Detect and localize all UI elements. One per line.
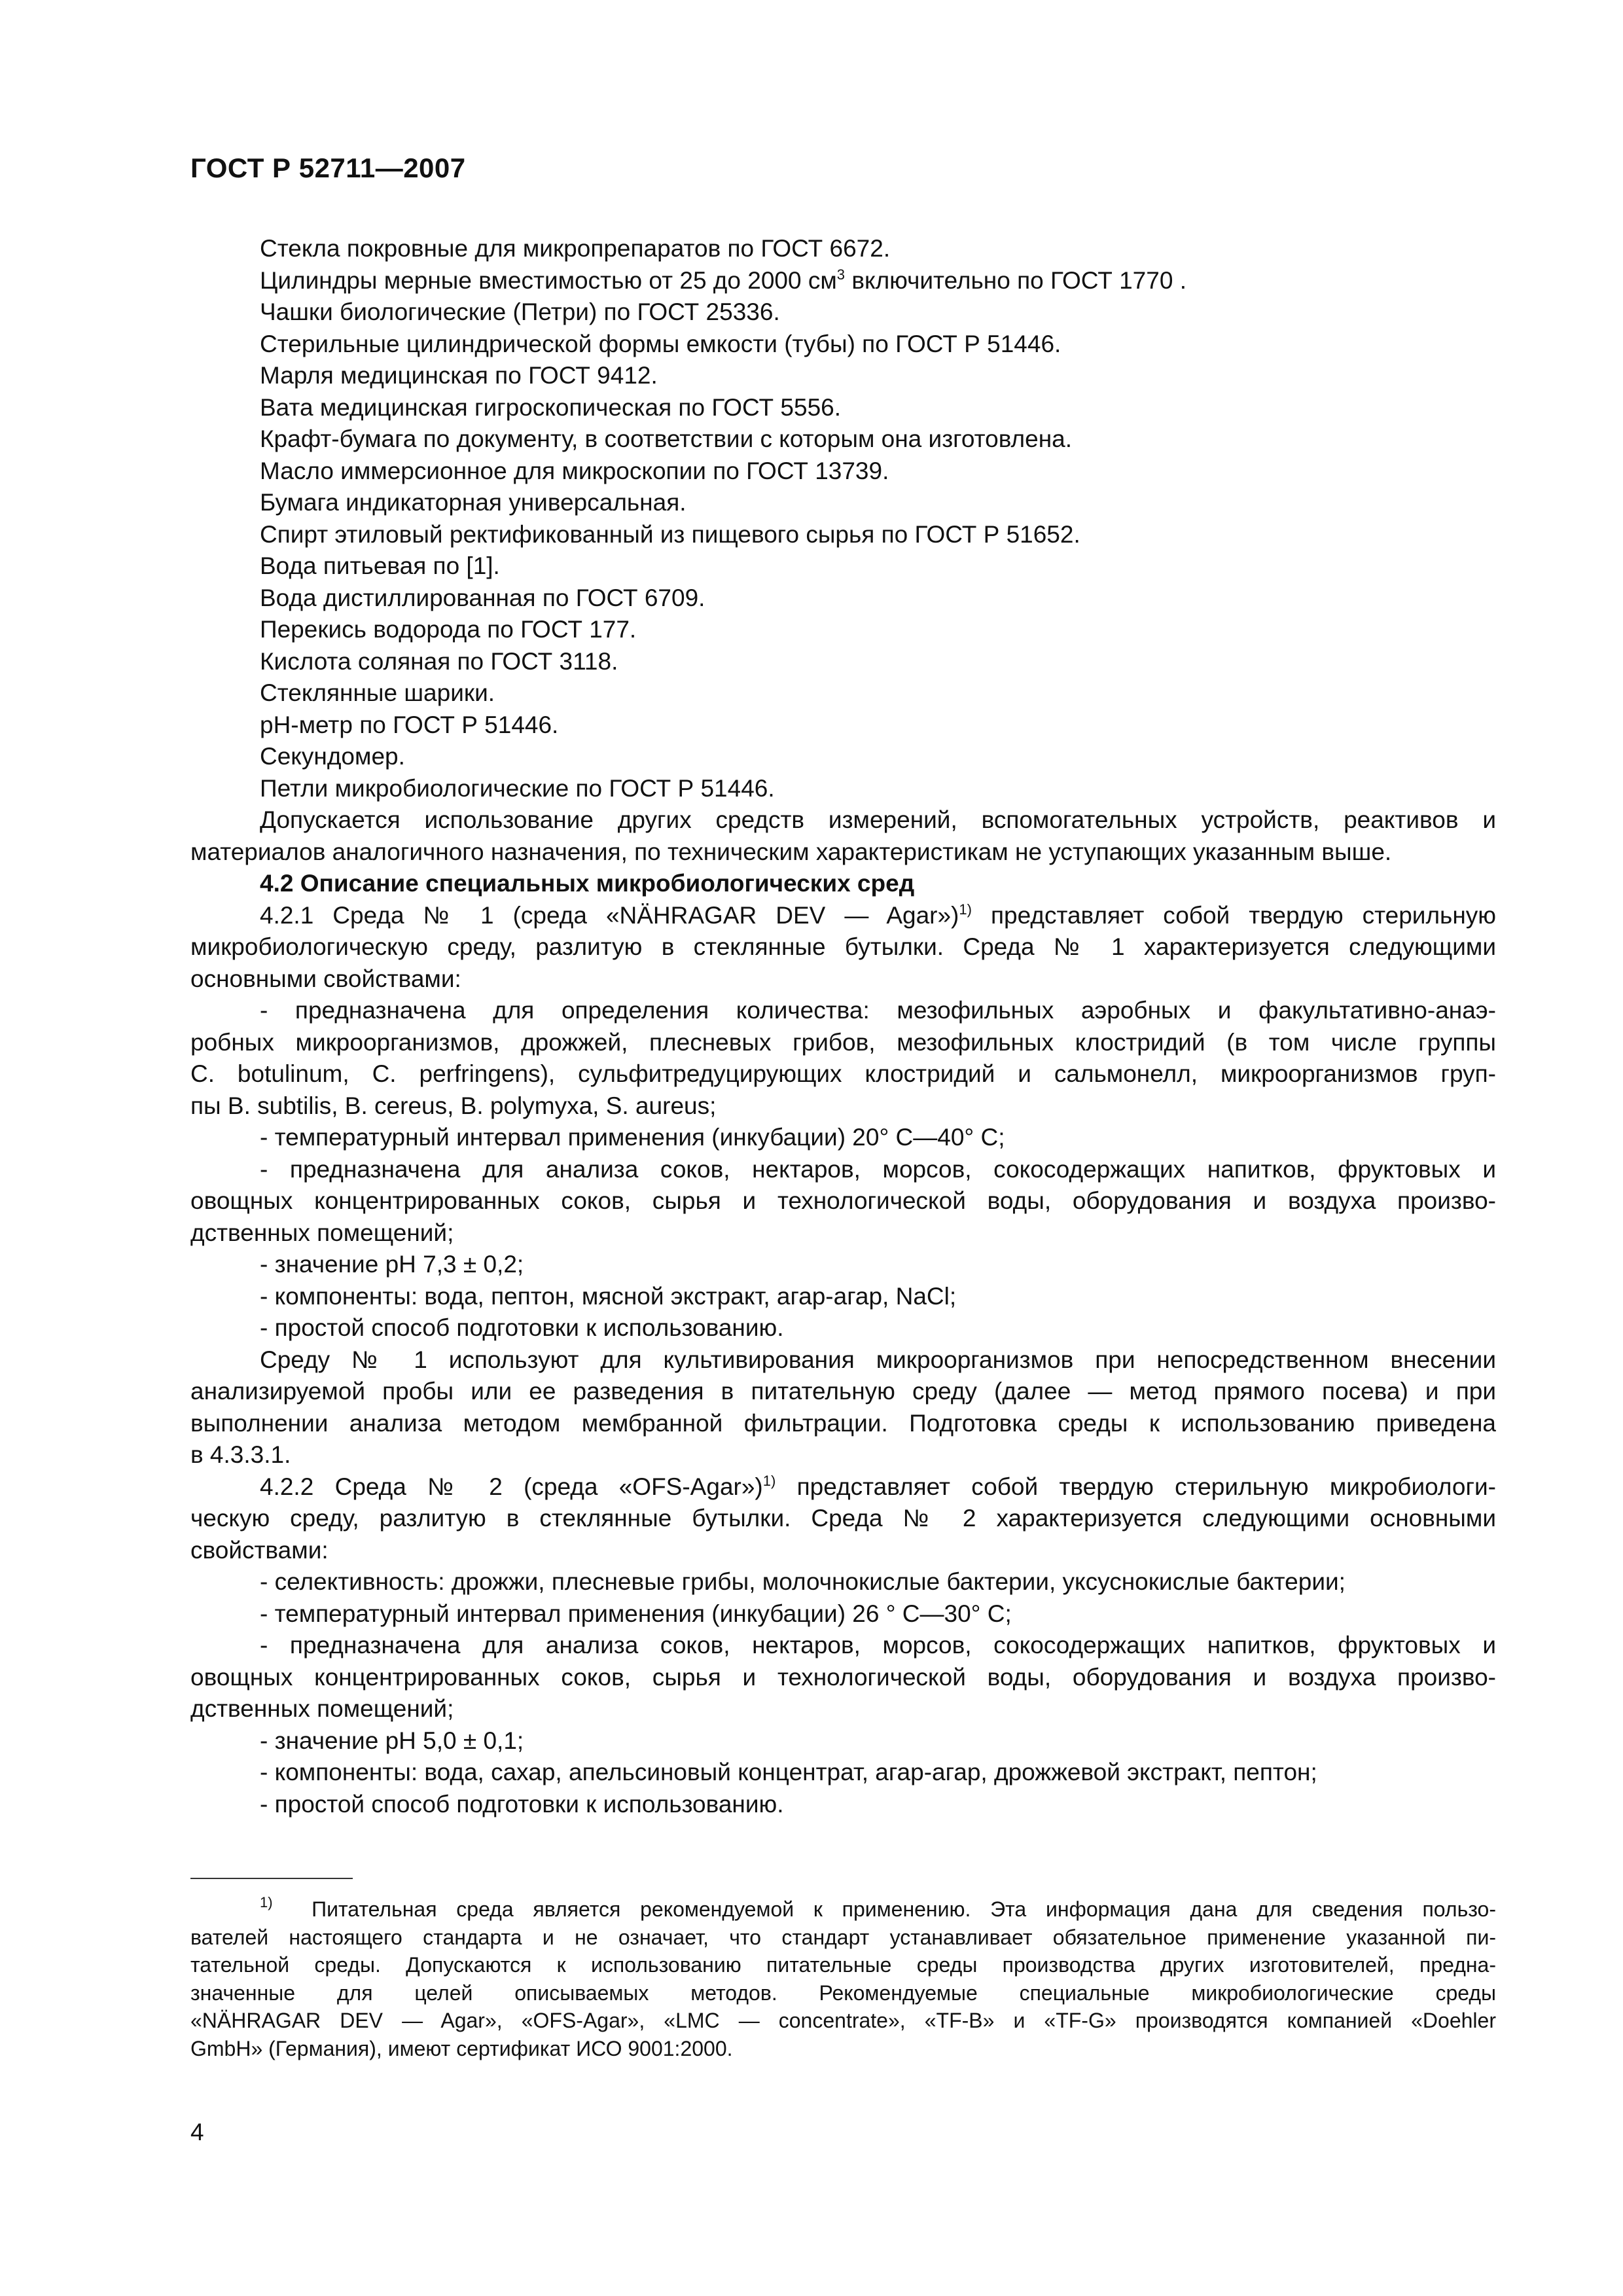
paragraph-line: основными свойствами:: [190, 965, 461, 992]
footnote-ref: 1): [959, 901, 972, 918]
equipment-item: Вода питьевая по [1].: [260, 552, 500, 579]
equipment-item: Секундомер.: [260, 743, 405, 770]
list-item-line: - предназначена для анализа соков, нектаров, морсов, сокосодержащих напитков, фруктовых и: [260, 1632, 1496, 1659]
paragraph-line: свойствами:: [190, 1536, 329, 1564]
document-header: ГОСТ Р 52711—2007: [190, 152, 466, 183]
paragraph-line: Допускается использование других средств измерений, вспомогательных устройств, реактивов и: [260, 806, 1496, 833]
list-item: - простой способ подготовки к использованию.: [260, 1314, 784, 1341]
text-run: представляет собой твердую стерильную: [971, 901, 1496, 929]
text-run: представляет собой твердую стерильную микробиологи-: [776, 1473, 1496, 1500]
footnote-line: тательной среды. Допускаются к использованию питательные среды производства других изготовителей, предна-: [190, 1953, 1496, 1977]
equipment-item: Марля медицинская по ГОСТ 9412.: [260, 362, 658, 389]
page-number: 4: [190, 2119, 204, 2145]
list-item-line: овощных концентрированных соков, сырья и технологической воды, оборудования и воздуха произво-: [190, 1187, 1496, 1214]
footnote-text: Питательная среда является рекомендуемой к применению. Эта информация дана для сведения пользо-: [312, 1897, 1497, 1921]
equipment-item: Петли микробиологические по ГОСТ Р 51446.: [260, 774, 775, 802]
list-item: - температурный интервал применения (инкубации) 20° С—40° С;: [260, 1124, 1005, 1151]
equipment-item: Спирт этиловый ректификованный из пищевого сырья по ГОСТ Р 51652.: [260, 520, 1080, 548]
footnote-line: GmbH» (Германия), имеют сертификат ИСО 9001:2000.: [190, 2036, 733, 2060]
equipment-item: Стекла покровные для микропрепаратов по ГОСТ 6672.: [260, 235, 891, 262]
footnote-line: [190, 1895, 1496, 1924]
superscript: 3: [836, 266, 846, 283]
paragraph-line: в 4.3.3.1.: [190, 1441, 291, 1468]
footnote-line: «NÄHRAGAR DEV — Agar», «OFS-Agar», «LMC — concentrate», «TF-B» и «TF-G» производятся компанией «Doehler: [190, 2009, 1496, 2032]
equipment-item: Вата медицинская гигроскопическая по ГОСТ 5556.: [260, 393, 842, 421]
list-item-line: робных микроорганизмов, дрожжей, плесневых грибов, мезофильных клостридий (в том числе группы: [190, 1028, 1496, 1056]
paragraph-line: [190, 1471, 1496, 1503]
list-item-line: дственных помещений;: [190, 1219, 454, 1246]
footnote-ref: 1): [762, 1472, 776, 1489]
equipment-item: Бумага индикаторная универсальная.: [260, 489, 687, 516]
equipment-item: рН-метр по ГОСТ Р 51446.: [260, 711, 559, 738]
equipment-item: Масло иммерсионное для микроскопии по ГОСТ 13739.: [260, 457, 889, 484]
list-item: - значение рН 5,0 ± 0,1;: [260, 1727, 524, 1754]
equipment-item: Перекись водорода по ГОСТ 177.: [260, 616, 637, 643]
paragraph-line: анализируемой пробы или ее разведения в питательную среду (далее — метод прямого посева) и при: [190, 1378, 1496, 1405]
equipment-item: Стеклянные шарики.: [260, 679, 495, 706]
paragraph-line: материалов аналогичного назначения, по техническим характеристикам не уступающих указанным выше.: [190, 838, 1392, 865]
text-run: 4.2.2 Среда № 2 (среда «OFS-Agar»): [260, 1473, 763, 1500]
equipment-item: Крафт-бумага по документу, в соответствии с которым она изготовлена.: [260, 425, 1072, 452]
equipment-item: Стерильные цилиндрической формы емкости (тубы) по ГОСТ Р 51446.: [260, 330, 1061, 357]
footnote-marker: 1): [260, 1894, 273, 1910]
equipment-item: Вода дистиллированная по ГОСТ 6709.: [260, 584, 705, 611]
footnote-line: вателей настоящего стандарта и не означает, что стандарт устанавливает обязательное применение указанной пи-: [190, 1925, 1496, 1949]
equipment-item: Чашки биологические (Петри) по ГОСТ 25336.: [260, 298, 780, 325]
paragraph-line: Среду № 1 используют для культивирования микроорганизмов при непосредственном внесении: [260, 1346, 1496, 1373]
paragraph-line: [190, 900, 1496, 932]
list-item-line: дственных помещений;: [190, 1695, 454, 1722]
list-item-line: овощных концентрированных соков, сырья и технологической воды, оборудования и воздуха произво-: [190, 1663, 1496, 1691]
list-item: - простой способ подготовки к использованию.: [260, 1790, 784, 1818]
list-item-line: - предназначена для определения количества: мезофильных аэробных и факультативно-анаэ-: [260, 997, 1496, 1024]
equipment-item: [190, 265, 1496, 297]
text-run: 4.2.1 Среда № 1 (среда «NÄHRAGAR DEV — Agar»): [260, 901, 959, 929]
list-item: - компоненты: вода, сахар, апельсиновый концентрат, агар-агар, дрожжевой экстракт, пептон;: [260, 1759, 1317, 1785]
equipment-item: Кислота соляная по ГОСТ 3118.: [260, 647, 618, 675]
section-heading: 4.2 Описание специальных микробиологических сред: [260, 870, 915, 897]
list-item: - значение рН 7,3 ± 0,2;: [260, 1251, 524, 1278]
footnote-line: значенные для целей описываемых методов. Рекомендуемые специальные микробиологические среды: [190, 1981, 1496, 2005]
list-item-line: C. botulinum, C. perfringens), сульфитредуцирующих клостридий и сальмонелл, микроорганизмов груп-: [190, 1060, 1496, 1087]
footnote: [190, 1895, 1496, 2062]
list-item: - селективность: дрожжи, плесневые грибы, молочнокислые бактерии, уксуснокислые бактерии;: [260, 1568, 1346, 1595]
list-item-line: - предназначена для анализа соков, нектаров, морсов, сокосодержащих напитков, фруктовых и: [260, 1155, 1496, 1183]
list-item-line: пы B. subtilis, B. cereus, B. polymyxa, S. aureus;: [190, 1092, 717, 1119]
equipment-item-text: Цилиндры мерные вместимостью от 25 до 2000 см: [260, 266, 837, 294]
paragraph-line: микробиологическую среду, разлитую в стеклянные бутылки. Среда № 1 характеризуется следующими: [190, 933, 1496, 960]
main-text: [190, 233, 1496, 1820]
paragraph-line: выполнении анализа методом мембранной фильтрации. Подготовка среды к использованию приведена: [190, 1409, 1496, 1437]
footnote-divider: [190, 1878, 353, 1879]
equipment-item-text: включительно по ГОСТ 1770 .: [845, 266, 1186, 294]
list-item: - температурный интервал применения (инкубации) 26 ° С—30° С;: [260, 1600, 1012, 1627]
paragraph-line: ческую среду, разлитую в стеклянные бутылки. Среда № 2 характеризуется следующими основными: [190, 1505, 1496, 1532]
list-item: - компоненты: вода, пептон, мясной экстракт, агар-агар, NaCl;: [260, 1282, 957, 1310]
